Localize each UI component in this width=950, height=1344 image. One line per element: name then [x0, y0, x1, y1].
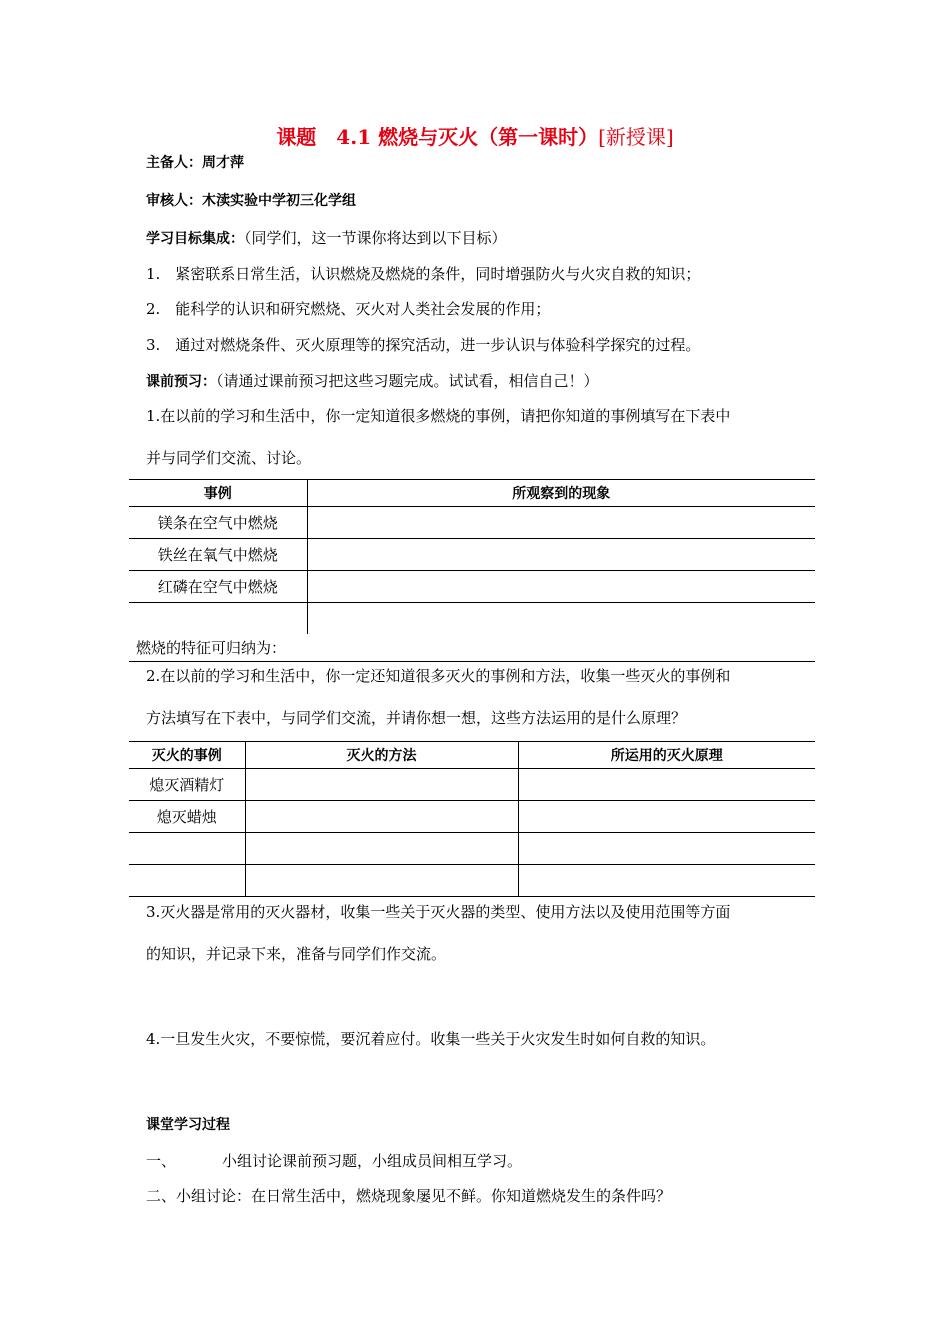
objectives-hint: （同学们，这一节课你将达到以下目标） — [244, 229, 507, 247]
divider — [129, 661, 815, 662]
table-row — [129, 507, 815, 539]
table2-cell-method[interactable] — [245, 769, 518, 801]
objectives-heading — [146, 228, 507, 249]
table2-cell-example: 熄灭酒精灯 — [129, 769, 245, 801]
table1-cell-phenomenon[interactable] — [307, 539, 815, 571]
author-line: 主备人：周才萍 — [146, 155, 244, 171]
table2-cell-method[interactable] — [245, 833, 518, 865]
process-item-text: 小组讨论课前预习题，小组成员间相互学习。 — [222, 1152, 523, 1170]
q4-text: 4.一旦发生火灾，不要惊慌，要沉着应付。收集一些关于火灾发生时如何自救的知识。 — [146, 1030, 716, 1048]
fire-extinguishing-table — [129, 741, 815, 897]
table-row — [129, 603, 815, 635]
table2-cell-method[interactable] — [245, 801, 518, 833]
table2-cell-principle[interactable] — [518, 801, 815, 833]
table1-cell-example: 铁丝在氧气中燃烧 — [129, 539, 307, 571]
table2-cell-example: 熄灭蜡烛 — [129, 801, 245, 833]
table-row — [129, 571, 815, 603]
process-item-1 — [146, 1151, 522, 1171]
q3-text-line1: 3.灭火器是常用的灭火器材，收集一些关于灭火器的类型、使用方法以及使用范围等方面 — [146, 903, 731, 921]
q2-text-line1: 2.在以前的学习和生活中，你一定还知道很多灭火的事例和方法，收集一些灭火的事例和 — [146, 667, 731, 685]
table2-cell-principle[interactable] — [518, 769, 815, 801]
process-heading: 课堂学习过程 — [146, 1117, 230, 1133]
q1-text-line2: 并与同学们交流、讨论。 — [146, 449, 312, 467]
table-row — [129, 539, 815, 571]
table1-cell-phenomenon[interactable] — [307, 507, 815, 539]
table2-cell-principle[interactable] — [518, 833, 815, 865]
table-row — [129, 801, 815, 833]
objectives-label: 学习目标集成： — [146, 231, 244, 247]
objective-item: 3. 通过对燃烧条件、灭火原理等的探究活动，进一步认识与体验科学探究的过程。 — [146, 336, 701, 354]
process-item-2: 二、小组讨论：在日常生活中，燃烧现象屡见不鲜。你知道燃烧发生的条件吗？ — [146, 1187, 672, 1205]
table2-cell-principle[interactable] — [518, 865, 815, 897]
table2-cell-method[interactable] — [245, 865, 518, 897]
page-title — [0, 124, 950, 150]
table1-cell-phenomenon[interactable] — [307, 571, 815, 603]
table-row — [129, 865, 815, 897]
table2-header-principle: 所运用的灭火原理 — [518, 742, 815, 769]
preview-label: 课前预习： — [146, 374, 216, 390]
table2-header-method: 灭火的方法 — [245, 742, 518, 769]
table1-header-phenomenon: 所观察到的现象 — [307, 480, 815, 507]
q1-text-line1: 1.在以前的学习和生活中，你一定知道很多燃烧的事例，请把你知道的事例填写在下表中 — [146, 407, 731, 425]
table-row — [129, 833, 815, 865]
table2-cell-example[interactable] — [129, 833, 245, 865]
title-main: 课题 4.1 燃烧与灭火（第一课时） — [276, 125, 599, 149]
preview-hint: （请通过课前预习把这些习题完成。试试看，相信自己！） — [216, 372, 599, 390]
table2-cell-example[interactable] — [129, 865, 245, 897]
table1-cell-phenomenon[interactable] — [307, 603, 815, 635]
table1-header-example: 事例 — [129, 480, 307, 507]
title-suffix: [新授课] — [598, 125, 674, 149]
q3-text-line2: 的知识，并记录下来，准备与同学们作交流。 — [146, 945, 447, 963]
table1-cell-example: 镁条在空气中燃烧 — [129, 507, 307, 539]
objective-item: 1. 紧密联系日常生活，认识燃烧及燃烧的条件，同时增强防火与火灾自救的知识； — [146, 265, 701, 283]
q2-text-line2: 方法填写在下表中，与同学们交流，并请你想一想，这些方法运用的是什么原理？ — [146, 709, 687, 727]
table1-cell-example[interactable] — [129, 603, 307, 635]
preview-heading — [146, 371, 599, 392]
combustion-examples-table — [129, 479, 815, 634]
combustion-summary: 燃烧的特征可归纳为： — [136, 639, 287, 657]
process-item-number: 一、 — [146, 1152, 177, 1170]
table-row — [129, 769, 815, 801]
table1-cell-example: 红磷在空气中燃烧 — [129, 571, 307, 603]
reviewer-line: 审核人：木渎实验中学初三化学组 — [146, 193, 356, 209]
table2-header-example: 灭火的事例 — [129, 742, 245, 769]
objective-item: 2. 能科学的认识和研究燃烧、灭火对人类社会发展的作用； — [146, 300, 551, 318]
